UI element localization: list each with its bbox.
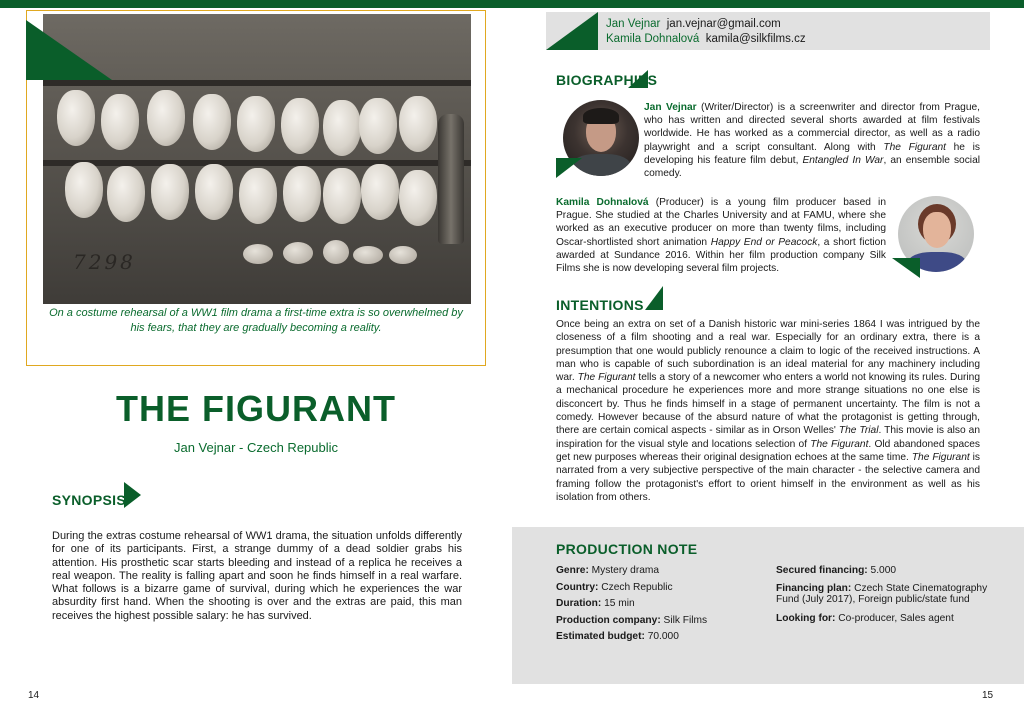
kamila-portrait-triangle bbox=[892, 258, 920, 278]
small-mask bbox=[283, 242, 313, 264]
mask bbox=[151, 164, 189, 220]
mask bbox=[193, 94, 231, 150]
production-row: Country: Czech Republic bbox=[556, 581, 673, 593]
bio-kamila-name: Kamila Dohnalová bbox=[556, 197, 649, 208]
production-right-column bbox=[776, 563, 996, 627]
mask bbox=[195, 164, 233, 220]
production-row: Secured financing: 5.000 bbox=[776, 565, 897, 576]
production-left-column bbox=[556, 563, 766, 646]
mask bbox=[237, 96, 275, 152]
page-number-right: 15 bbox=[982, 690, 994, 701]
synopsis-heading: SYNOPSIS bbox=[52, 492, 126, 508]
mask bbox=[65, 162, 103, 218]
production-heading: PRODUCTION NOTE bbox=[556, 541, 698, 557]
mask bbox=[281, 98, 319, 154]
mask bbox=[239, 168, 277, 224]
synopsis-triangle bbox=[124, 482, 141, 508]
contact-name: Jan Vejnar bbox=[606, 18, 661, 30]
mask bbox=[361, 164, 399, 220]
bottle bbox=[438, 114, 464, 244]
intentions-triangle bbox=[645, 286, 663, 310]
mask bbox=[399, 96, 437, 152]
contact-kamila bbox=[606, 32, 806, 47]
photo-corner-triangle bbox=[26, 20, 112, 80]
bio-jan: Jan Vejnar (Writer/Director) is a screenwriter and director from Prague, who has written and directed several shorts awarded at film festivals worldwide. He has worked as a commercial director, as well as a radio playwright and a script consultant. Along with The Figurant he is developing his feature film debut, Entangled In War, an ensemble social comedy. bbox=[644, 102, 981, 180]
mask bbox=[399, 170, 437, 226]
biographies-heading: BIOGRAPHIES bbox=[556, 72, 658, 88]
bio-kamila: Kamila Dohnalová (Producer) is a young film producer based in Prague. She studied at the Charles University and at FAMU, where she worked as an executive producer on more than twenty films, including Oscar-shortlisted short animation Happy End or Peacock, a short fiction awarded at Sundance 2016. Within her film production company Silk Films she is now developing several film projects. bbox=[556, 197, 887, 275]
small-mask bbox=[389, 246, 417, 264]
bio-jan-name: Jan Vejnar bbox=[644, 102, 697, 113]
contact-email[interactable]: kamila@silkfilms.cz bbox=[705, 33, 806, 45]
small-mask bbox=[243, 244, 273, 264]
photo-number: 7298 bbox=[73, 250, 136, 274]
small-mask bbox=[323, 240, 349, 264]
top-accent-bar bbox=[0, 0, 1024, 8]
film-subtitle: Jan Vejnar - Czech Republic bbox=[173, 440, 339, 455]
small-mask bbox=[353, 246, 383, 264]
mask bbox=[323, 168, 361, 224]
synopsis-text: During the extras costume rehearsal of WW1 drama, the situation unfolds differently for one of its participants. First, a strange dummy of a dead soldier grabs his attention. His prosthetic scar starts bleeding and instead of a replica he receives a real weapon. The reality is falling apart and soon he finds himself in a real warfare. What follows is a bizarre game of survival, during which he experiences the war absurdity first hand. When the shooting is over and the extras are paid, this man receives the highest possible salary: he has survived. bbox=[52, 530, 462, 622]
mask bbox=[107, 166, 145, 222]
production-row: Financing plan: Czech State Cinematography Fund (July 2017), Foreign public/state fund bbox=[776, 582, 988, 605]
production-row: Estimated budget: 70.000 bbox=[556, 631, 679, 642]
production-note-panel bbox=[512, 527, 1024, 684]
contact-email[interactable]: jan.vejnar@gmail.com bbox=[666, 18, 781, 30]
mask bbox=[323, 100, 361, 156]
contact-jan bbox=[606, 17, 781, 32]
photo-caption: On a costume rehearsal of a WW1 film drama a first-time extra is so overwhelmed by his fears, that they are gradually becoming a reality. bbox=[49, 307, 463, 334]
film-title: THE FIGURANT bbox=[116, 388, 396, 429]
production-row: Duration: 15 min bbox=[556, 598, 635, 609]
mask bbox=[359, 98, 397, 154]
contact-box bbox=[546, 12, 990, 50]
mask bbox=[147, 90, 185, 146]
biographies-triangle bbox=[628, 70, 648, 88]
production-row: Looking for: Co-producer, Sales agent bbox=[776, 612, 954, 624]
contact-name: Kamila Dohnalová bbox=[606, 33, 700, 45]
mask bbox=[101, 94, 139, 150]
jan-portrait-triangle bbox=[556, 158, 582, 178]
production-row: Genre: Mystery drama bbox=[556, 565, 660, 576]
mask bbox=[57, 90, 95, 146]
intentions-heading: INTENTIONS bbox=[556, 297, 644, 313]
production-row: Production company: Silk Films bbox=[556, 614, 708, 626]
page-number-left: 14 bbox=[28, 690, 40, 701]
shelf bbox=[43, 160, 471, 166]
mask bbox=[283, 166, 321, 222]
contact-triangle bbox=[546, 12, 598, 50]
intentions-text: Once being an extra on set of a Danish historic war mini-series 1864 I was intrigued by the closeness of a film shooting and a real war. Especially for an ordinary extra, there is a presumption that one would publicly renounce a claim to logic of the received instructions. A man who is capable of such subordination is an ideal material for any machinery including war. The Figurant tells a story of a newcomer who enters a world not knowing its rules. During a mechanical procedure he experiences more and more strange situations no one else is disconcert by. Thus he finds himself in a stage of permanent uncertainty. The film is not a comedy. However because of the absurd nature of what the protagonist is getting through, there are certain comical aspects - similar as in Orson Welles' The Trial. This movie is also an inspiration for the visual style and locations selection of The Figurant. Old abandoned spaces get new purposes whereas their original designation echoes at the same time. The Figurant is narrated from a very subjective perspective of the main character - the selective camera and framing follow the protagonist's effort to orient himself in the environment as well as his isolation from others. bbox=[556, 319, 980, 503]
shelf bbox=[43, 80, 471, 86]
